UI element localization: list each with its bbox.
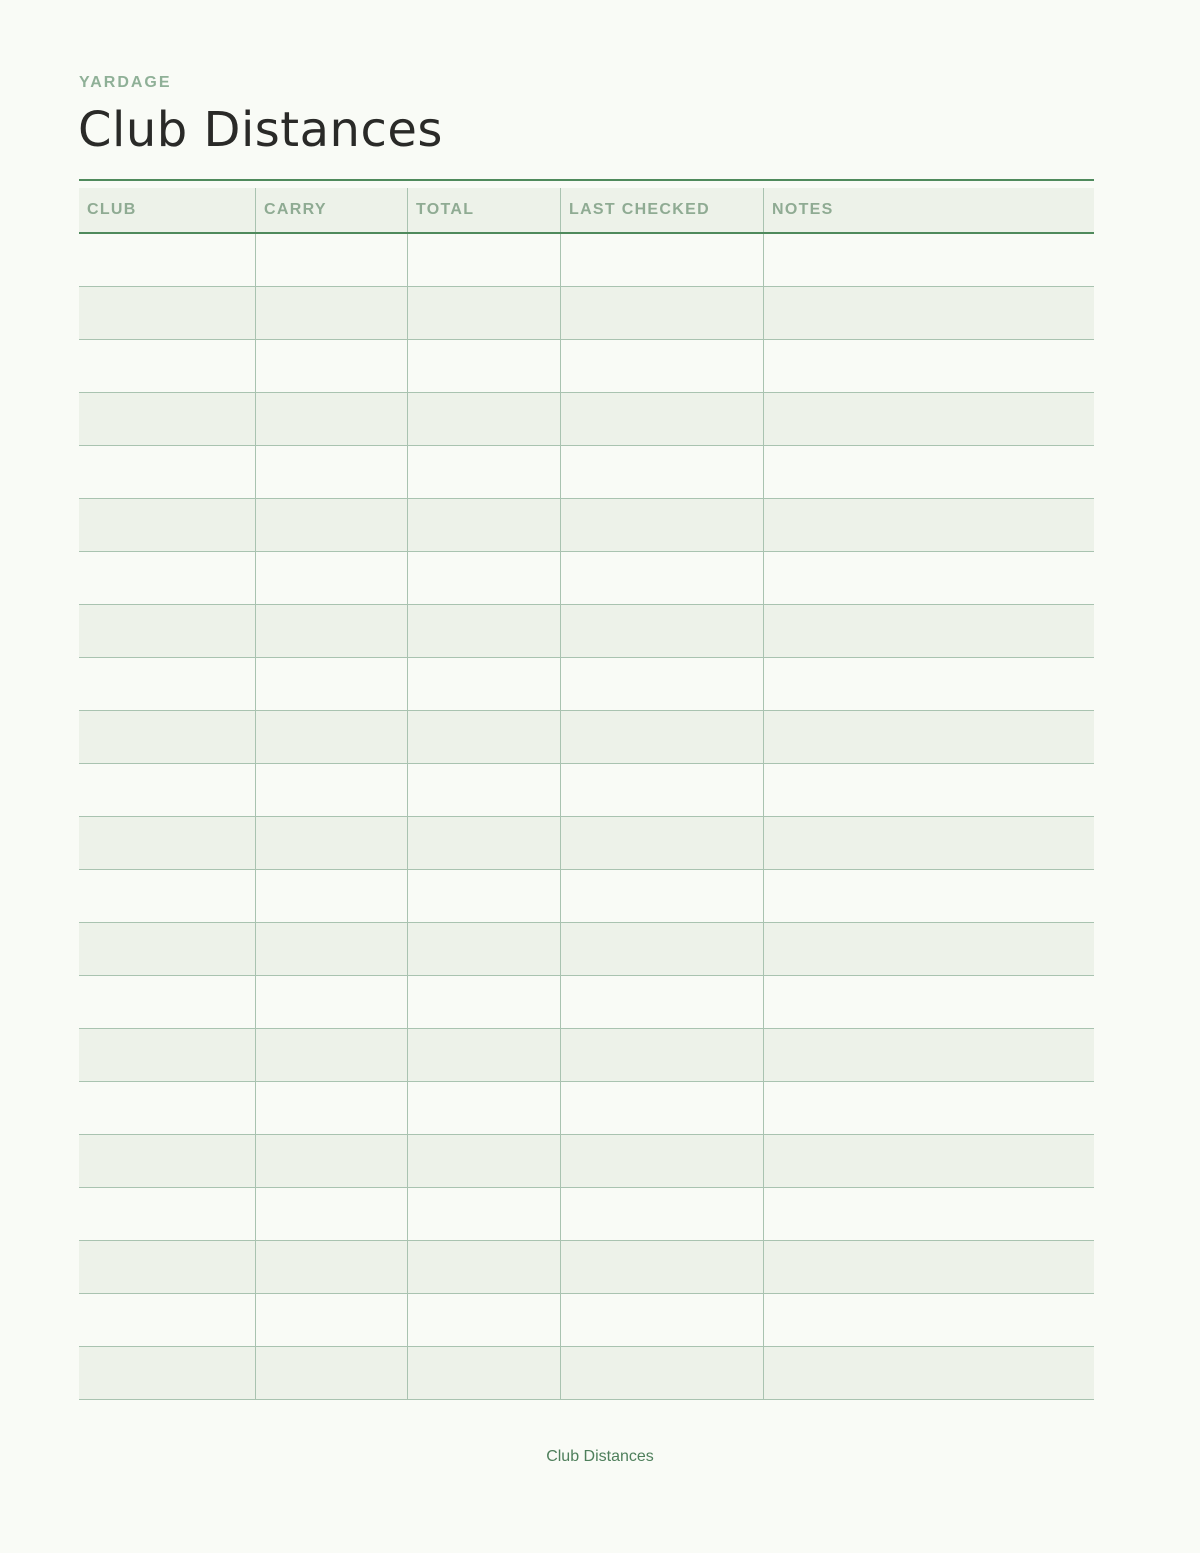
table-row — [79, 1241, 1094, 1294]
table-row — [79, 817, 1094, 870]
table-cell-carry[interactable] — [256, 446, 408, 498]
table-cell-last-checked[interactable] — [561, 1294, 764, 1346]
table-cell-last-checked[interactable] — [561, 1029, 764, 1081]
table-cell-total[interactable] — [408, 1029, 561, 1081]
table-cell-notes[interactable] — [764, 605, 1094, 657]
table-cell-carry[interactable] — [256, 658, 408, 710]
table-cell-club[interactable] — [79, 499, 256, 551]
club-distances-table — [79, 188, 1094, 1400]
table-cell-notes[interactable] — [764, 870, 1094, 922]
table-row — [79, 711, 1094, 764]
table-cell-notes[interactable] — [764, 234, 1094, 286]
table-cell-club[interactable] — [79, 764, 256, 816]
page-title: Club Distances — [78, 102, 443, 158]
table-cell-notes[interactable] — [764, 446, 1094, 498]
table-cell-last-checked[interactable] — [561, 711, 764, 763]
table-cell-last-checked[interactable] — [561, 1347, 764, 1399]
table-cell-notes[interactable] — [764, 1347, 1094, 1399]
table-cell-last-checked[interactable] — [561, 446, 764, 498]
table-cell-last-checked[interactable] — [561, 1241, 764, 1293]
table-cell-carry[interactable] — [256, 605, 408, 657]
table-cell-club[interactable] — [79, 870, 256, 922]
table-cell-club[interactable] — [79, 1135, 256, 1187]
table-cell-total[interactable] — [408, 1347, 561, 1399]
table-cell-notes[interactable] — [764, 923, 1094, 975]
table-cell-last-checked[interactable] — [561, 552, 764, 604]
table-cell-total[interactable] — [408, 658, 561, 710]
table-cell-last-checked[interactable] — [561, 499, 764, 551]
table-cell-last-checked[interactable] — [561, 923, 764, 975]
table-cell-total[interactable] — [408, 1135, 561, 1187]
section-eyebrow: YARDAGE — [79, 74, 172, 91]
table-cell-total[interactable] — [408, 817, 561, 869]
table-row — [79, 1188, 1094, 1241]
table-cell-club[interactable] — [79, 1188, 256, 1240]
table-cell-carry[interactable] — [256, 552, 408, 604]
column-header-club: CLUB — [79, 188, 256, 232]
column-header-last-checked: LAST CHECKED — [561, 188, 764, 232]
table-cell-club[interactable] — [79, 817, 256, 869]
page-footer: Club Distances — [546, 1448, 654, 1465]
table-row — [79, 1029, 1094, 1082]
table-cell-total[interactable] — [408, 976, 561, 1028]
table-cell-notes[interactable] — [764, 1082, 1094, 1134]
table-cell-carry[interactable] — [256, 1188, 408, 1240]
table-row — [79, 1082, 1094, 1135]
table-cell-carry[interactable] — [256, 976, 408, 1028]
table-cell-last-checked[interactable] — [561, 658, 764, 710]
table-header-row — [79, 188, 1094, 234]
table-row — [79, 764, 1094, 817]
table-cell-carry[interactable] — [256, 1135, 408, 1187]
table-cell-club[interactable] — [79, 393, 256, 445]
table-cell-last-checked[interactable] — [561, 340, 764, 392]
table-cell-club[interactable] — [79, 552, 256, 604]
table-cell-notes[interactable] — [764, 499, 1094, 551]
table-cell-last-checked[interactable] — [561, 234, 764, 286]
table-cell-carry[interactable] — [256, 340, 408, 392]
table-cell-notes[interactable] — [764, 764, 1094, 816]
table-cell-total[interactable] — [408, 1188, 561, 1240]
table-cell-club[interactable] — [79, 1294, 256, 1346]
table-cell-notes[interactable] — [764, 711, 1094, 763]
table-cell-last-checked[interactable] — [561, 817, 764, 869]
table-cell-notes[interactable] — [764, 1241, 1094, 1293]
table-row — [79, 870, 1094, 923]
table-cell-total[interactable] — [408, 1241, 561, 1293]
table-cell-club[interactable] — [79, 1241, 256, 1293]
table-cell-total[interactable] — [408, 552, 561, 604]
table-cell-total[interactable] — [408, 711, 561, 763]
table-cell-carry[interactable] — [256, 870, 408, 922]
table-cell-total[interactable] — [408, 446, 561, 498]
table-row — [79, 287, 1094, 340]
table-cell-total[interactable] — [408, 605, 561, 657]
table-cell-notes[interactable] — [764, 976, 1094, 1028]
table-cell-notes[interactable] — [764, 817, 1094, 869]
table-cell-carry[interactable] — [256, 1294, 408, 1346]
table-cell-notes[interactable] — [764, 393, 1094, 445]
table-cell-notes[interactable] — [764, 658, 1094, 710]
table-cell-total[interactable] — [408, 499, 561, 551]
table-cell-club[interactable] — [79, 287, 256, 339]
table-cell-club[interactable] — [79, 711, 256, 763]
table-cell-club[interactable] — [79, 1029, 256, 1081]
table-cell-carry[interactable] — [256, 923, 408, 975]
table-row — [79, 393, 1094, 446]
table-cell-carry[interactable] — [256, 1082, 408, 1134]
table-cell-last-checked[interactable] — [561, 976, 764, 1028]
table-body — [79, 234, 1094, 1400]
table-cell-notes[interactable] — [764, 287, 1094, 339]
table-cell-club[interactable] — [79, 976, 256, 1028]
table-cell-total[interactable] — [408, 287, 561, 339]
table-cell-club[interactable] — [79, 658, 256, 710]
table-cell-carry[interactable] — [256, 287, 408, 339]
table-cell-last-checked[interactable] — [561, 393, 764, 445]
table-cell-notes[interactable] — [764, 1029, 1094, 1081]
table-cell-last-checked[interactable] — [561, 287, 764, 339]
table-cell-last-checked[interactable] — [561, 1188, 764, 1240]
table-cell-club[interactable] — [79, 234, 256, 286]
table-cell-club[interactable] — [79, 446, 256, 498]
table-row — [79, 446, 1094, 499]
table-row — [79, 1135, 1094, 1188]
table-cell-last-checked[interactable] — [561, 1135, 764, 1187]
table-cell-last-checked[interactable] — [561, 605, 764, 657]
table-cell-carry[interactable] — [256, 1029, 408, 1081]
title-divider — [79, 179, 1094, 181]
table-cell-carry[interactable] — [256, 393, 408, 445]
table-cell-carry[interactable] — [256, 1241, 408, 1293]
table-cell-carry[interactable] — [256, 1347, 408, 1399]
table-row — [79, 923, 1094, 976]
table-cell-club[interactable] — [79, 1347, 256, 1399]
table-cell-carry[interactable] — [256, 499, 408, 551]
table-row — [79, 499, 1094, 552]
table-cell-last-checked[interactable] — [561, 1082, 764, 1134]
column-header-notes: NOTES — [772, 201, 834, 218]
table-cell-notes[interactable] — [764, 1188, 1094, 1240]
table-row — [79, 340, 1094, 393]
table-row — [79, 234, 1094, 287]
table-cell-club[interactable] — [79, 340, 256, 392]
table-cell-total[interactable] — [408, 1082, 561, 1134]
table-cell-club[interactable] — [79, 923, 256, 975]
table-cell-carry[interactable] — [256, 764, 408, 816]
table-cell-club[interactable] — [79, 605, 256, 657]
table-cell-notes[interactable] — [764, 340, 1094, 392]
table-row — [79, 552, 1094, 605]
table-cell-total[interactable] — [408, 234, 561, 286]
table-row — [79, 976, 1094, 1029]
table-cell-total[interactable] — [408, 870, 561, 922]
table-row — [79, 1347, 1094, 1400]
table-row — [79, 658, 1094, 711]
table-cell-total[interactable] — [408, 340, 561, 392]
table-row — [79, 1294, 1094, 1347]
table-cell-total[interactable] — [408, 1294, 561, 1346]
table-cell-last-checked[interactable] — [561, 870, 764, 922]
table-cell-total[interactable] — [408, 393, 561, 445]
column-header-carry: CARRY — [256, 188, 408, 232]
table-cell-carry[interactable] — [256, 711, 408, 763]
table-cell-carry[interactable] — [256, 817, 408, 869]
column-header-total: TOTAL — [408, 188, 561, 232]
table-cell-total[interactable] — [408, 923, 561, 975]
table-cell-total[interactable] — [408, 764, 561, 816]
table-cell-last-checked[interactable] — [561, 764, 764, 816]
table-cell-notes[interactable] — [764, 1294, 1094, 1346]
table-cell-notes[interactable] — [764, 552, 1094, 604]
table-cell-notes[interactable] — [764, 1135, 1094, 1187]
table-cell-club[interactable] — [79, 1082, 256, 1134]
table-cell-carry[interactable] — [256, 234, 408, 286]
table-row — [79, 605, 1094, 658]
